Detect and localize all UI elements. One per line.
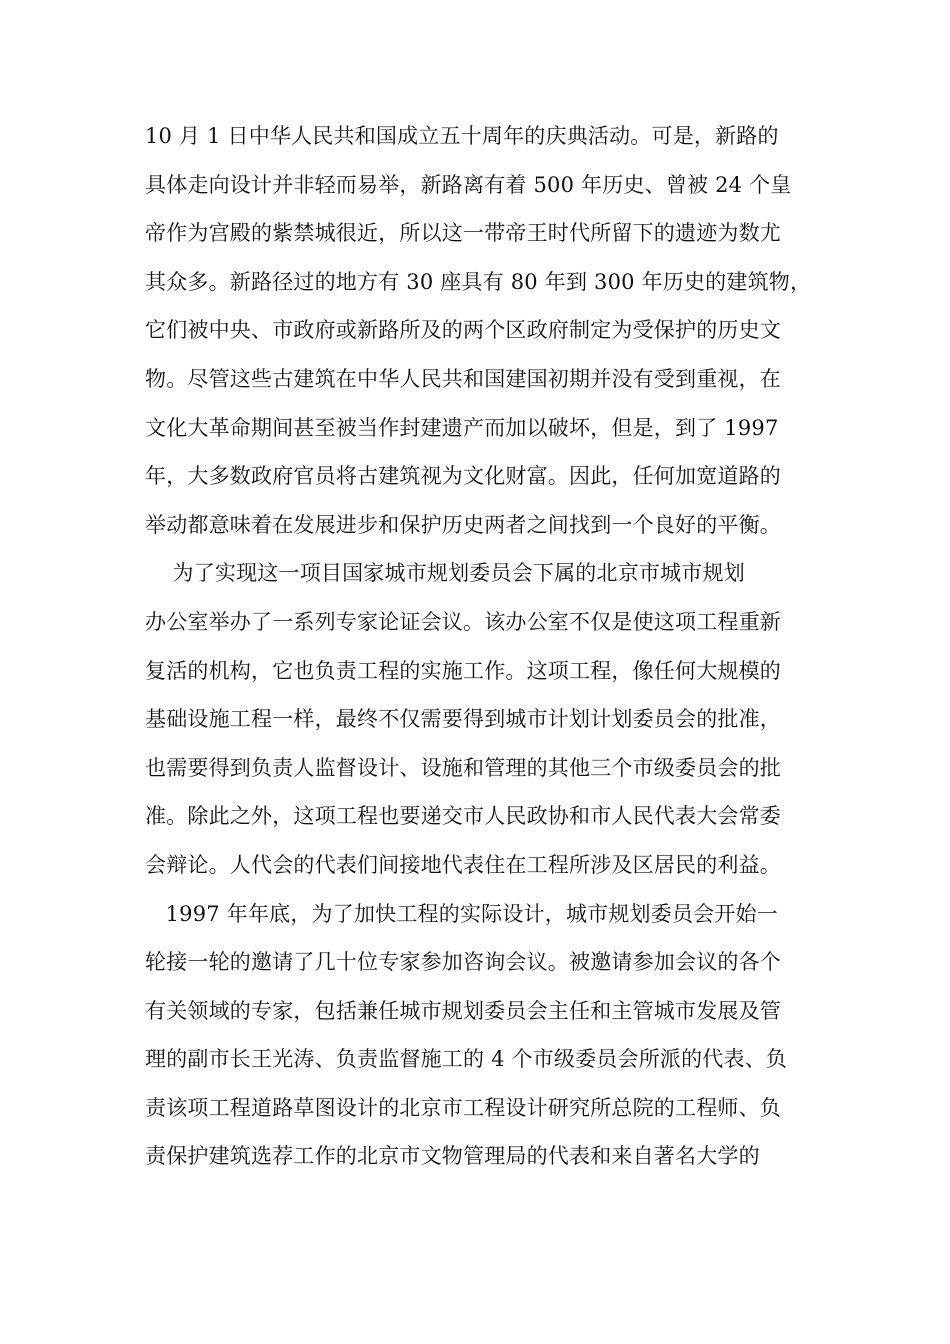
text-line: 年，大多数政府官员将古建筑视为文化财富。因此，任何加宽道路的 [145,464,781,489]
text-line: 也需要得到负责人监督设计、设施和管理的其他三个市级委员会的批 [145,755,781,780]
text-line: 办公室举办了一系列专家论证会议。该办公室不仅是使这项工程重新 [145,609,781,634]
text-line: 基础设施工程一样，最终不仅需要得到城市计划计划委员会的批准， [145,707,781,732]
text-line: 准。除此之外，这项工程也要递交市人民政协和市人民代表大会常委 [145,804,781,829]
text-line: 物。尽管这些古建筑在中华人民共和国建国初期并没有受到重视，在 [145,366,781,391]
text-line: 轮接一轮的邀请了几十位专家参加咨询会议。被邀请参加会议的各个 [145,950,781,975]
body-text [145,116,810,1185]
text-line: 其众多。新路径过的地方有 30 座具有 80 年到 300 年历史的建筑物， [145,269,812,294]
text-line: 会辩论。人代会的代表们间接地代表住在工程所涉及区居民的利益。 [145,852,781,877]
text-line: 10 月 1 日中华人民共和国成立五十周年的庆典活动。可是，新路的 [145,124,779,148]
text-line: 帝作为宫殿的紫禁城很近，所以这一带帝王时代所留下的遗迹为数尤 [145,221,781,246]
text-line: 有关领域的专家，包括兼任城市规划委员会主任和主管城市发展及管 [145,998,781,1023]
text-line: 责保护建筑选荐工作的北京市文物管理局的代表和来自著名大学的 [145,1144,760,1169]
paragraph-start-line: 为了实现这一项目国家城市规划委员会下属的北京市城市规划 [145,561,745,586]
paragraph-start-line: 1997 年年底，为了加快工程的实际设计，城市规划委员会开始一 [145,901,778,926]
text-line: 具体走向设计并非轻而易举，新路离有着 500 年历史、曾被 24 个皇 [145,172,792,197]
text-line: 理的副市长王光涛、负责监督施工的 4 个市级委员会所派的代表、负 [145,1047,788,1072]
text-line: 它们被中央、市政府或新路所及的两个区政府制定为受保护的历史文 [145,318,781,343]
text-line: 文化大革命期间甚至被当作封建遗产而加以破坏，但是，到了 1997 [145,415,779,440]
text-line: 责该项工程道路草图设计的北京市工程设计研究所总院的工程师、负 [145,1095,781,1120]
text-line: 举动都意味着在发展进步和保护历史两者之间找到一个良好的平衡。 [145,512,781,537]
text-line: 复活的机构，它也负责工程的实施工作。这项工程，像任何大规模的 [145,658,781,683]
